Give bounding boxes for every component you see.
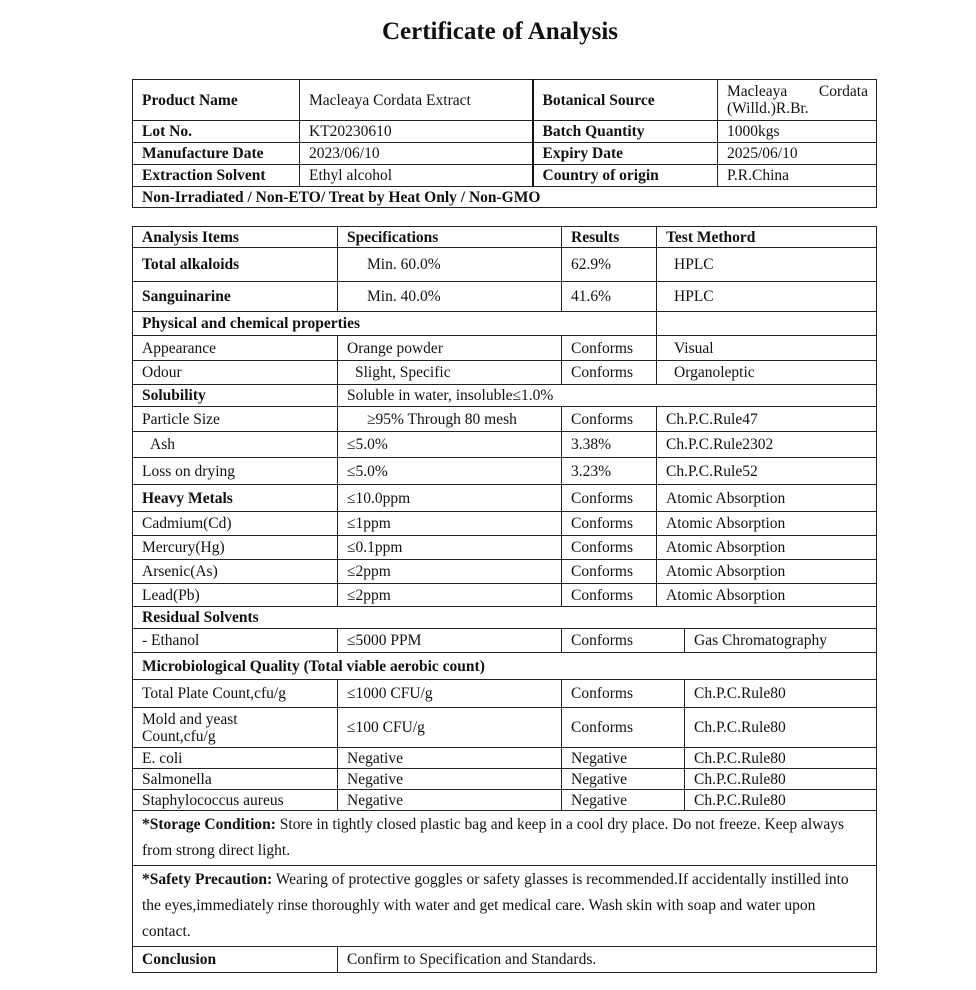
- item-name: Solubility: [133, 385, 338, 407]
- item-name: E. coli: [133, 748, 338, 769]
- item-name: - Ethanol: [133, 629, 338, 653]
- analysis-table: [132, 226, 877, 811]
- item-spec: Negative: [338, 769, 562, 790]
- item-result: Conforms: [562, 584, 657, 607]
- table-row: [133, 748, 877, 769]
- table-row: [133, 432, 877, 458]
- mfg-label: Manufacture Date: [133, 143, 300, 165]
- item-spec: Min. 60.0%: [338, 248, 562, 282]
- item-method: Ch.P.C.Rule80: [685, 708, 877, 748]
- safety-precaution: [133, 866, 877, 947]
- micro-heading: Microbiological Quality (Total viable aerobic count): [133, 653, 877, 680]
- item-spec: ≥95% Through 80 mesh: [338, 407, 562, 432]
- product-name-label: Product Name: [133, 80, 300, 121]
- notes-table: [132, 810, 877, 973]
- item-method: Ch.P.C.Rule2302: [657, 432, 877, 458]
- table-row: [133, 282, 877, 312]
- item-name: Sanguinarine: [133, 282, 338, 312]
- item-name: Mercury(Hg): [133, 536, 338, 560]
- header-results: Results: [562, 227, 657, 248]
- item-result: Conforms: [562, 560, 657, 584]
- table-row: [133, 512, 877, 536]
- table-row: [133, 385, 877, 407]
- item-spec: ≤5.0%: [338, 432, 562, 458]
- table-row: [133, 708, 877, 748]
- item-name: Heavy Metals: [133, 485, 338, 512]
- batch-value: 1000kgs: [718, 121, 877, 143]
- item-name: Appearance: [133, 336, 338, 361]
- item-result: Conforms: [562, 629, 685, 653]
- item-method: HPLC: [657, 282, 877, 312]
- item-method: Ch.P.C.Rule80: [685, 680, 877, 708]
- table-row: [133, 248, 877, 282]
- item-name: Cadmium(Cd): [133, 512, 338, 536]
- mfg-value: 2023/06/10: [300, 143, 533, 165]
- item-spec: ≤2ppm: [338, 560, 562, 584]
- header-specs: Specifications: [338, 227, 562, 248]
- storage-text: Store in tightly closed plastic bag and keep in a cool dry place. Do not freeze. Keep always from strong direct light.: [142, 816, 845, 859]
- item-spec: ≤5.0%: [338, 458, 562, 485]
- item-spec: Negative: [338, 790, 562, 811]
- safety-label: *Safety Precaution:: [142, 871, 273, 888]
- item-method: Organoleptic: [657, 361, 877, 385]
- item-spec: Min. 40.0%: [338, 282, 562, 312]
- item-spec: ≤2ppm: [338, 584, 562, 607]
- item-spec: Negative: [338, 748, 562, 769]
- item-result: 41.6%: [562, 282, 657, 312]
- botanical-source-value: Macleaya Cordata (Willd.)R.Br.: [718, 80, 877, 121]
- item-result: 3.23%: [562, 458, 657, 485]
- item-name: Total alkaloids: [133, 248, 338, 282]
- origin-value: P.R.China: [718, 165, 877, 187]
- item-name: Odour: [133, 361, 338, 385]
- item-result: Conforms: [562, 361, 657, 385]
- item-result: Negative: [562, 769, 685, 790]
- safety-text: Wearing of protective goggles or safety glasses is recommended.If accidentally instilled into the eyes,immediately rinse thoroughly with water and get medical care. Wash skin with soap and water upon contact.: [142, 871, 849, 940]
- product-name-value: Macleaya Cordata Extract: [300, 80, 533, 121]
- conclusion-label: Conclusion: [133, 947, 338, 973]
- item-spec: ≤1ppm: [338, 512, 562, 536]
- storage-label: *Storage Condition:: [142, 816, 276, 833]
- table-row: [133, 361, 877, 385]
- batch-label: Batch Quantity: [533, 121, 718, 143]
- residual-heading: Residual Solvents: [133, 607, 877, 629]
- document-title: Certificate of Analysis: [381, 18, 619, 45]
- item-name: Total Plate Count,cfu/g: [133, 680, 338, 708]
- header-items: Analysis Items: [133, 227, 338, 248]
- item-result: Conforms: [562, 708, 685, 748]
- item-method: Ch.P.C.Rule47: [657, 407, 877, 432]
- item-result: Conforms: [562, 485, 657, 512]
- table-row: [133, 560, 877, 584]
- item-method: Atomic Absorption: [657, 584, 877, 607]
- expiry-value: 2025/06/10: [718, 143, 877, 165]
- item-result: 62.9%: [562, 248, 657, 282]
- item-method: HPLC: [657, 248, 877, 282]
- item-method: Ch.P.C.Rule80: [685, 790, 877, 811]
- item-method: Visual: [657, 336, 877, 361]
- item-name: Loss on drying: [133, 458, 338, 485]
- table-row: [133, 407, 877, 432]
- conclusion-text: Confirm to Specification and Standards.: [338, 947, 877, 973]
- table-row: [133, 769, 877, 790]
- item-result: Conforms: [562, 336, 657, 361]
- storage-condition: [133, 811, 877, 866]
- item-spec: ≤100 CFU/g: [338, 708, 562, 748]
- table-row: [133, 536, 877, 560]
- item-method: Gas Chromatography: [685, 629, 877, 653]
- table-row: [133, 336, 877, 361]
- solvent-value: Ethyl alcohol: [300, 165, 533, 187]
- lot-value: KT20230610: [300, 121, 533, 143]
- treatment-note: Non-Irradiated / Non-ETO/ Treat by Heat Only / Non-GMO: [133, 187, 877, 208]
- item-spec: Orange powder: [338, 336, 562, 361]
- table-row: [133, 584, 877, 607]
- item-spec: ≤5000 PPM: [338, 629, 562, 653]
- solvent-label: Extraction Solvent: [133, 165, 300, 187]
- item-method: Ch.P.C.Rule80: [685, 748, 877, 769]
- origin-label: Country of origin: [533, 165, 718, 187]
- physical-heading: Physical and chemical properties: [133, 312, 657, 336]
- item-spec: ≤1000 CFU/g: [338, 680, 562, 708]
- item-name: Arsenic(As): [133, 560, 338, 584]
- item-name: Particle Size: [133, 407, 338, 432]
- item-name: Mold and yeast Count,cfu/g: [133, 708, 338, 748]
- item-spec: Slight, Specific: [338, 361, 562, 385]
- item-result: Negative: [562, 748, 685, 769]
- item-spec: ≤10.0ppm: [338, 485, 562, 512]
- item-method: Ch.P.C.Rule52: [657, 458, 877, 485]
- table-row: [133, 485, 877, 512]
- item-method: Ch.P.C.Rule80: [685, 769, 877, 790]
- item-result: Negative: [562, 790, 685, 811]
- item-result: Conforms: [562, 407, 657, 432]
- table-row: [133, 790, 877, 811]
- item-name: Ash: [133, 432, 338, 458]
- header-method: Test Methord: [657, 227, 877, 248]
- item-result: Conforms: [562, 536, 657, 560]
- item-method: Atomic Absorption: [657, 512, 877, 536]
- item-method: Atomic Absorption: [657, 536, 877, 560]
- item-result: 3.38%: [562, 432, 657, 458]
- item-name: Lead(Pb): [133, 584, 338, 607]
- botanical-source-label: Botanical Source: [533, 80, 718, 121]
- item-result: Conforms: [562, 512, 657, 536]
- item-name: Salmonella: [133, 769, 338, 790]
- empty-cell: [657, 312, 877, 336]
- item-method: Atomic Absorption: [657, 560, 877, 584]
- expiry-label: Expiry Date: [533, 143, 718, 165]
- item-spec: ≤0.1ppm: [338, 536, 562, 560]
- item-method: Atomic Absorption: [657, 485, 877, 512]
- lot-label: Lot No.: [133, 121, 300, 143]
- item-result: Conforms: [562, 680, 685, 708]
- table-row: [133, 680, 877, 708]
- table-row: [133, 458, 877, 485]
- item-name: Staphylococcus aureus: [133, 790, 338, 811]
- product-info-table: [132, 79, 877, 208]
- item-spec: Soluble in water, insoluble≤1.0%: [338, 385, 877, 407]
- table-row: [133, 629, 877, 653]
